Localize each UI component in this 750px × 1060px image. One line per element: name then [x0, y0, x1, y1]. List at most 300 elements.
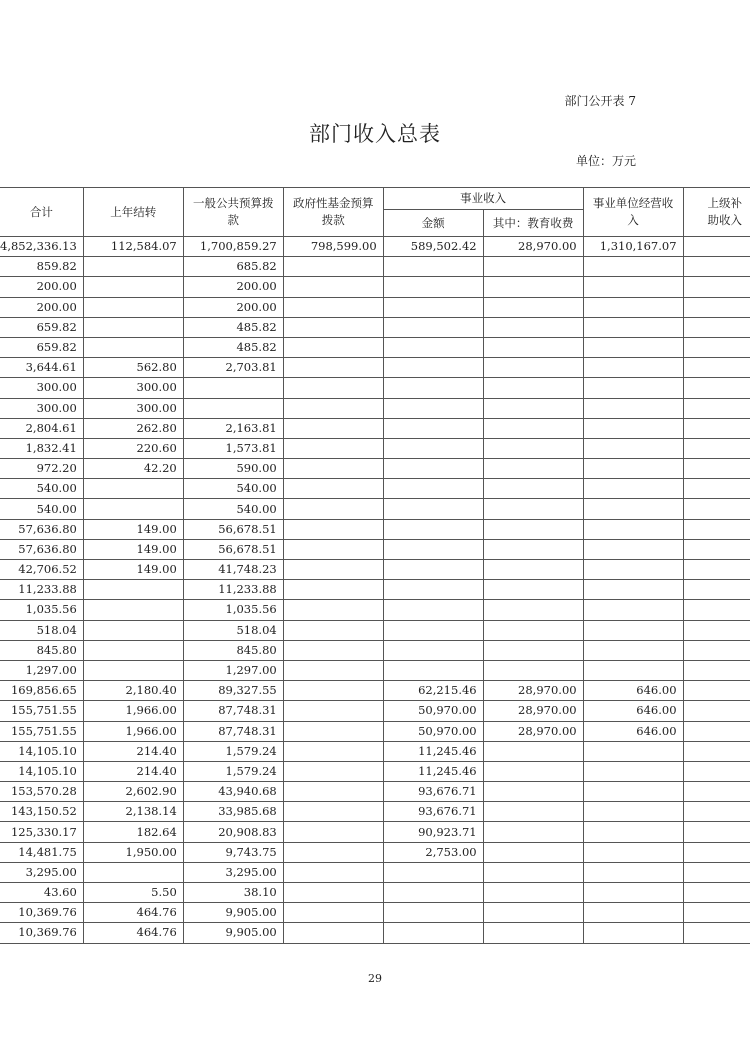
table-cell — [383, 580, 483, 600]
table-row — [0, 580, 750, 600]
table-cell — [283, 761, 383, 781]
table-cell — [483, 499, 583, 519]
table-cell: 2,138.14 — [83, 802, 183, 822]
table-cell — [683, 580, 750, 600]
table-cell — [683, 883, 750, 903]
table-cell — [483, 903, 583, 923]
table-cell — [483, 398, 583, 418]
table-cell — [683, 237, 750, 257]
table-cell — [583, 883, 683, 903]
table-cell: 2,163.81 — [183, 418, 283, 438]
table-cell — [383, 479, 483, 499]
page-title: 部门收入总表 — [309, 122, 441, 146]
table-cell — [383, 277, 483, 297]
table-cell — [583, 257, 683, 277]
table-cell — [283, 600, 383, 620]
table-cell — [683, 277, 750, 297]
table-cell: 300.00 — [83, 398, 183, 418]
table-cell — [83, 277, 183, 297]
table-cell: 1,573.81 — [183, 438, 283, 458]
table-cell — [583, 560, 683, 580]
table-row — [0, 539, 750, 559]
table-cell: 540.00 — [183, 499, 283, 519]
table-cell: 220.60 — [83, 438, 183, 458]
table-cell — [283, 580, 383, 600]
table-cell — [283, 337, 383, 357]
table-cell: 5.50 — [83, 883, 183, 903]
table-cell: 56,678.51 — [183, 519, 283, 539]
document-label: 部门公开表 7 — [564, 94, 636, 108]
table-cell — [483, 337, 583, 357]
table-cell — [683, 802, 750, 822]
table-cell — [483, 438, 583, 458]
table-cell: 14,105.10 — [0, 741, 83, 761]
table-cell — [683, 358, 750, 378]
table-cell — [683, 519, 750, 539]
table-cell — [483, 317, 583, 337]
table-cell — [583, 277, 683, 297]
table-cell: 589,502.42 — [383, 237, 483, 257]
table-cell: 518.04 — [183, 620, 283, 640]
table-cell: 38.10 — [183, 883, 283, 903]
table-cell — [683, 862, 750, 882]
table-cell — [583, 862, 683, 882]
table-cell — [383, 418, 483, 438]
income-summary-table — [0, 187, 750, 944]
table-row — [0, 499, 750, 519]
table-row — [0, 297, 750, 317]
table-cell — [183, 398, 283, 418]
table-cell: 153,570.28 — [0, 782, 83, 802]
table-cell — [583, 903, 683, 923]
table-cell — [683, 317, 750, 337]
table-cell: 200.00 — [183, 277, 283, 297]
table-cell: 9,743.75 — [183, 842, 283, 862]
table-row — [0, 640, 750, 660]
table-cell: 42,706.52 — [0, 560, 83, 580]
table-cell — [283, 883, 383, 903]
table-cell — [283, 560, 383, 580]
table-cell — [583, 539, 683, 559]
table-cell — [583, 822, 683, 842]
table-cell — [83, 337, 183, 357]
table-cell — [383, 519, 483, 539]
table-row — [0, 701, 750, 721]
table-cell — [583, 398, 683, 418]
table-cell: 3,644.61 — [0, 358, 83, 378]
table-row — [0, 237, 750, 257]
table-cell — [683, 378, 750, 398]
table-cell — [583, 378, 683, 398]
table-cell: 9,905.00 — [183, 923, 283, 943]
table-row — [0, 802, 750, 822]
table-row — [0, 418, 750, 438]
table-cell — [283, 539, 383, 559]
table-cell — [583, 418, 683, 438]
table-cell: 1,700,859.27 — [183, 237, 283, 257]
table-cell — [683, 923, 750, 943]
table-cell: 262.80 — [83, 418, 183, 438]
table-cell — [583, 337, 683, 357]
table-cell — [483, 660, 583, 680]
table-cell — [383, 903, 483, 923]
table-cell: 2,753.00 — [383, 842, 483, 862]
table-cell: 41,748.23 — [183, 560, 283, 580]
table-cell: 11,233.88 — [0, 580, 83, 600]
table-row — [0, 721, 750, 741]
table-cell — [283, 398, 383, 418]
table-cell: 28,970.00 — [483, 237, 583, 257]
table-row — [0, 600, 750, 620]
table-cell: 155,751.55 — [0, 701, 83, 721]
table-cell — [483, 883, 583, 903]
table-cell: 485.82 — [183, 337, 283, 357]
table-row — [0, 459, 750, 479]
table-cell: 2,180.40 — [83, 681, 183, 701]
table-cell — [683, 418, 750, 438]
table-cell — [683, 398, 750, 418]
table-row — [0, 337, 750, 357]
table-cell: 859.82 — [0, 257, 83, 277]
table-cell: 485.82 — [183, 317, 283, 337]
table-cell — [283, 479, 383, 499]
table-cell — [283, 802, 383, 822]
table-cell — [83, 317, 183, 337]
table-body — [0, 237, 750, 944]
table-cell: 14,105.10 — [0, 761, 83, 781]
table-cell — [83, 499, 183, 519]
table-row — [0, 862, 750, 882]
table-cell — [683, 721, 750, 741]
table-cell — [583, 519, 683, 539]
page-number: 29 — [368, 972, 382, 985]
table-cell — [683, 660, 750, 680]
table-cell — [483, 761, 583, 781]
table-cell — [583, 620, 683, 640]
table-cell: 3,295.00 — [183, 862, 283, 882]
table-cell — [383, 297, 483, 317]
table-cell — [283, 358, 383, 378]
table-cell — [683, 741, 750, 761]
table-cell — [83, 479, 183, 499]
table-cell — [283, 297, 383, 317]
header-superior-subsidy: 上级补助收入 — [683, 188, 750, 237]
table-cell — [583, 358, 683, 378]
table-cell — [483, 277, 583, 297]
table-cell: 10,369.76 — [0, 903, 83, 923]
table-row — [0, 782, 750, 802]
table-cell: 28,970.00 — [483, 721, 583, 741]
table-cell: 50,970.00 — [383, 721, 483, 741]
table-row — [0, 842, 750, 862]
table-cell: 56,678.51 — [183, 539, 283, 559]
table-cell — [283, 640, 383, 660]
table-cell — [383, 358, 483, 378]
table-cell: 200.00 — [0, 277, 83, 297]
table-row — [0, 883, 750, 903]
table-cell: 540.00 — [0, 479, 83, 499]
table-cell: 57,636.80 — [0, 539, 83, 559]
table-cell — [283, 438, 383, 458]
table-cell — [283, 721, 383, 741]
table-row — [0, 378, 750, 398]
table-cell — [283, 903, 383, 923]
table-cell — [383, 257, 483, 277]
table-cell: 90,923.71 — [383, 822, 483, 842]
table-cell: 845.80 — [183, 640, 283, 660]
table-cell — [383, 337, 483, 357]
table-row — [0, 923, 750, 943]
table-cell — [483, 539, 583, 559]
table-cell: 143,150.52 — [0, 802, 83, 822]
table-cell — [583, 761, 683, 781]
table-cell: 11,245.46 — [383, 741, 483, 761]
table-cell — [483, 822, 583, 842]
table-cell: 4,852,336.13 — [0, 237, 83, 257]
table-cell — [683, 761, 750, 781]
table-cell — [683, 701, 750, 721]
table-cell — [83, 620, 183, 640]
table-cell — [283, 681, 383, 701]
table-cell — [683, 560, 750, 580]
table-row — [0, 358, 750, 378]
table-cell — [83, 580, 183, 600]
table-cell: 57,636.80 — [0, 519, 83, 539]
header-business-income: 事业收入 — [383, 188, 583, 210]
table-cell — [683, 600, 750, 620]
table-cell — [683, 822, 750, 842]
table-cell — [583, 580, 683, 600]
table-row — [0, 479, 750, 499]
table-cell: 93,676.71 — [383, 802, 483, 822]
table-cell: 87,748.31 — [183, 701, 283, 721]
table-cell: 33,985.68 — [183, 802, 283, 822]
table-cell — [583, 923, 683, 943]
table-cell: 1,310,167.07 — [583, 237, 683, 257]
table-cell: 155,751.55 — [0, 721, 83, 741]
table-cell — [483, 640, 583, 660]
table-cell — [483, 519, 583, 539]
table-cell — [583, 317, 683, 337]
table-cell — [283, 782, 383, 802]
table-cell: 518.04 — [0, 620, 83, 640]
table-cell: 972.20 — [0, 459, 83, 479]
table-cell — [183, 378, 283, 398]
table-row — [0, 620, 750, 640]
table-cell: 200.00 — [0, 297, 83, 317]
table-cell: 540.00 — [0, 499, 83, 519]
table-cell: 1,966.00 — [83, 721, 183, 741]
table-cell — [283, 378, 383, 398]
table-cell — [683, 539, 750, 559]
table-cell — [583, 660, 683, 680]
table-cell — [483, 802, 583, 822]
table-cell — [383, 459, 483, 479]
table-cell: 300.00 — [83, 378, 183, 398]
table-cell — [583, 600, 683, 620]
table-row — [0, 317, 750, 337]
table-cell: 1,035.56 — [183, 600, 283, 620]
table-cell — [683, 903, 750, 923]
table-cell — [483, 297, 583, 317]
table-cell — [283, 459, 383, 479]
table-cell: 214.40 — [83, 761, 183, 781]
table-cell: 20,908.83 — [183, 822, 283, 842]
table-cell — [383, 600, 483, 620]
table-cell — [383, 499, 483, 519]
table-cell: 590.00 — [183, 459, 283, 479]
table-cell — [483, 923, 583, 943]
table-cell: 659.82 — [0, 317, 83, 337]
table-cell: 3,295.00 — [0, 862, 83, 882]
table-cell — [583, 842, 683, 862]
table-cell: 1,579.24 — [183, 741, 283, 761]
table-cell — [483, 479, 583, 499]
table-cell: 646.00 — [583, 701, 683, 721]
table-cell — [583, 640, 683, 660]
table-cell — [483, 580, 583, 600]
table-cell — [683, 842, 750, 862]
table-cell — [683, 459, 750, 479]
table-cell — [583, 459, 683, 479]
table-cell — [383, 862, 483, 882]
table-cell: 169,856.65 — [0, 681, 83, 701]
table-cell — [283, 499, 383, 519]
table-cell — [383, 923, 483, 943]
table-cell — [483, 358, 583, 378]
table-cell — [583, 438, 683, 458]
table-cell — [283, 822, 383, 842]
table-cell: 112,584.07 — [83, 237, 183, 257]
table-cell: 89,327.55 — [183, 681, 283, 701]
header-carryover: 上年结转 — [83, 188, 183, 237]
table-cell — [683, 438, 750, 458]
table-cell: 646.00 — [583, 681, 683, 701]
table-cell: 562.80 — [83, 358, 183, 378]
table-cell — [283, 317, 383, 337]
table-cell: 300.00 — [0, 398, 83, 418]
table-cell: 798,599.00 — [283, 237, 383, 257]
table-cell — [283, 620, 383, 640]
table-cell — [283, 277, 383, 297]
table-cell — [583, 499, 683, 519]
table-cell: 11,245.46 — [383, 761, 483, 781]
table-cell — [583, 782, 683, 802]
table-row — [0, 660, 750, 680]
header-gov-fund: 政府性基金预算拨款 — [283, 188, 383, 237]
unit-label: 单位：万元 — [575, 154, 636, 168]
table-cell — [683, 620, 750, 640]
table-cell: 125,330.17 — [0, 822, 83, 842]
table-row — [0, 822, 750, 842]
table-cell — [383, 438, 483, 458]
table-cell — [683, 782, 750, 802]
table-cell — [483, 842, 583, 862]
table-cell — [683, 297, 750, 317]
table-cell: 149.00 — [83, 519, 183, 539]
table-cell: 28,970.00 — [483, 701, 583, 721]
table-cell — [283, 660, 383, 680]
table-cell: 87,748.31 — [183, 721, 283, 741]
table-cell: 62,215.46 — [383, 681, 483, 701]
table-cell — [483, 378, 583, 398]
table-cell — [583, 297, 683, 317]
table-cell — [383, 883, 483, 903]
table-cell: 14,481.75 — [0, 842, 83, 862]
table-cell: 2,602.90 — [83, 782, 183, 802]
table-cell — [83, 660, 183, 680]
table-cell — [283, 418, 383, 438]
table-cell — [283, 923, 383, 943]
table-cell — [683, 257, 750, 277]
table-cell: 1,950.00 — [83, 842, 183, 862]
table-cell: 93,676.71 — [383, 782, 483, 802]
table-row — [0, 438, 750, 458]
table-cell — [583, 479, 683, 499]
table-cell: 42.20 — [83, 459, 183, 479]
table-row — [0, 761, 750, 781]
table-cell — [283, 842, 383, 862]
table-cell: 1,966.00 — [83, 701, 183, 721]
table-cell: 214.40 — [83, 741, 183, 761]
table-cell — [683, 640, 750, 660]
table-cell — [683, 499, 750, 519]
table-cell: 43,940.68 — [183, 782, 283, 802]
table-cell: 182.64 — [83, 822, 183, 842]
table-cell: 540.00 — [183, 479, 283, 499]
table-cell — [583, 802, 683, 822]
table-cell: 646.00 — [583, 721, 683, 741]
table-cell: 300.00 — [0, 378, 83, 398]
table-cell — [483, 459, 583, 479]
table-cell — [283, 701, 383, 721]
header-business-amount: 金额 — [383, 210, 483, 237]
table-row — [0, 257, 750, 277]
table-cell — [83, 640, 183, 660]
table-cell — [283, 741, 383, 761]
table-cell: 1,297.00 — [0, 660, 83, 680]
table-cell — [283, 519, 383, 539]
table-cell: 149.00 — [83, 560, 183, 580]
table-cell: 464.76 — [83, 903, 183, 923]
table-cell — [383, 317, 483, 337]
table-cell — [283, 862, 383, 882]
table-row — [0, 560, 750, 580]
table-cell: 1,832.41 — [0, 438, 83, 458]
table-cell — [683, 337, 750, 357]
table-cell — [383, 539, 483, 559]
table-cell: 1,579.24 — [183, 761, 283, 781]
table-cell — [583, 741, 683, 761]
table-cell: 149.00 — [83, 539, 183, 559]
table-cell — [483, 600, 583, 620]
table-cell: 2,804.61 — [0, 418, 83, 438]
table-cell: 28,970.00 — [483, 681, 583, 701]
table-cell — [483, 418, 583, 438]
table-cell: 464.76 — [83, 923, 183, 943]
table-row — [0, 398, 750, 418]
table-cell — [683, 681, 750, 701]
table-row — [0, 681, 750, 701]
table-cell — [83, 600, 183, 620]
table-cell — [83, 257, 183, 277]
table-row — [0, 519, 750, 539]
table-cell: 1,035.56 — [0, 600, 83, 620]
table-cell — [483, 560, 583, 580]
table-cell: 685.82 — [183, 257, 283, 277]
table-cell: 50,970.00 — [383, 701, 483, 721]
table-row — [0, 277, 750, 297]
